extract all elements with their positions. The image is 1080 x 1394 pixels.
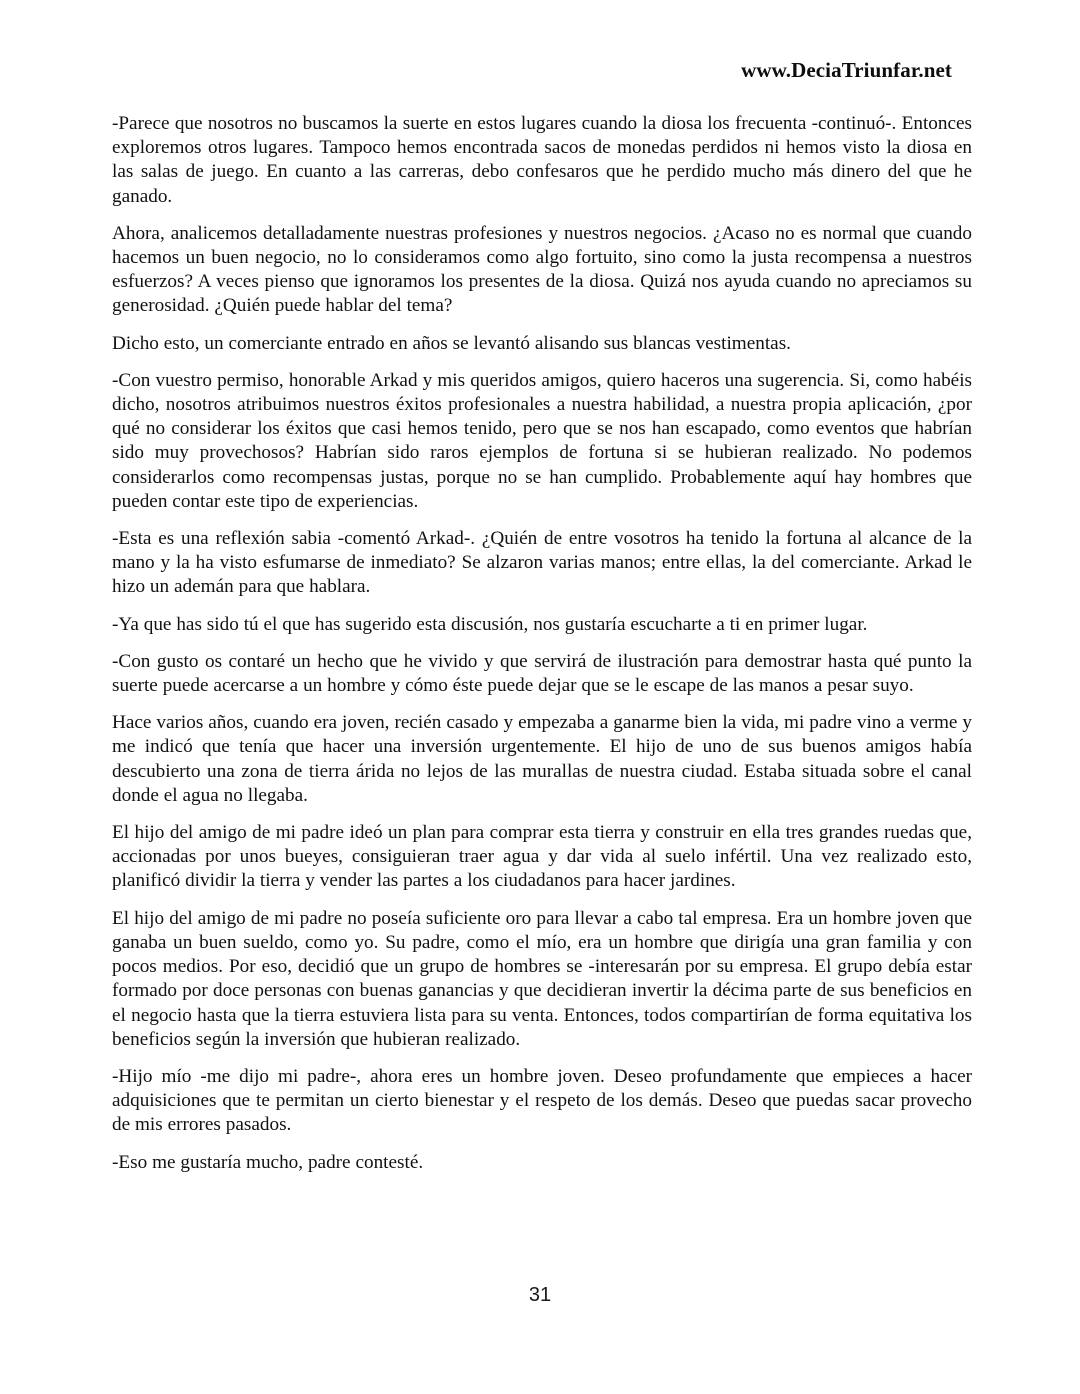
paragraph: -Ya que has sido tú el que has sugerido esta discusión, nos gustaría escucharte a ti en primer lugar. [112, 613, 868, 635]
paragraph: -Con vuestro permiso, honorable Arkad y mis queridos amigos, quiero haceros una sugerencia. Si, como habéis dicho, nosotros atribuimos nuestros éxitos profesionales a nuestra habilidad, a nuestra propia aplicación, ¿por qué no considerar los éxitos que casi hemos tenido, pero que se nos han escapado, como eventos que habrían sido muy provechosos? Habrían sido raros ejemplos de fortuna si se hubieran realizado. No podemos considerarlos como recompensas justas, porque no se han cumplido. Probablemente aquí hay hombres que pueden contar este tipo de experiencias. [112, 369, 972, 512]
paragraph: Hace varios años, cuando era joven, recién casado y empezaba a ganarme bien la vida, mi padre vino a verme y me indicó que tenía que hacer una inversión urgentemente. El hijo de uno de sus buenos amigos había descubierto una zona de tierra árida no lejos de las murallas de nuestra ciudad. Estaba situada sobre el canal donde el agua no llegaba. [112, 712, 972, 806]
body-text-column [112, 112, 972, 1175]
running-header [112, 58, 952, 83]
paragraph: Ahora, analicemos detalladamente nuestras profesiones y nuestros negocios. ¿Acaso no es normal que cuando hacemos un buen negocio, no lo consideramos como algo fortuito, sino como la justa recompensa a nuestros esfuerzos? A veces pienso que ignoramos los presentes de la diosa. Quizá nos ayuda cuando no apreciamos su generosidad. ¿Quién puede hablar del tema? [112, 222, 972, 317]
paragraph: -Con gusto os contaré un hecho que he vivido y que servirá de ilustración para demostrar hasta qué punto la suerte puede acercarse a un hombre y cómo éste puede dejar que se le escape de las manos a pesar suyo. [112, 650, 972, 697]
page-number: 31 [528, 1284, 552, 1306]
paragraph: -Hijo mío -me dijo mi padre-, ahora eres un hombre joven. Deseo profundamente que empieces a hacer adquisiciones que te permitan un cierto bienestar y el respeto de los demás. Deseo que puedas sacar provecho de mis errores pasados. [112, 1065, 972, 1136]
page-footer [0, 1284, 1080, 1307]
paragraph: -Esta es una reflexión sabia -comentó Arkad-. ¿Quién de entre vosotros ha tenido la fortuna al alcance de la mano y la ha visto esfumarse de inmediato? Se alzaron varias manos; entre ellas, la del comerciante. Arkad le hizo un ademán para que hablara. [112, 528, 972, 598]
paragraph: El hijo del amigo de mi padre no poseía suficiente oro para llevar a cabo tal empresa. Era un hombre joven que ganaba un buen sueldo, como yo. Su padre, como el mío, era un hombre que dirigía una gran familia y con pocos medios. Por eso, decidió que un grupo de hombres se -interesarán por su empresa. El grupo debía estar formado por doce personas con buenas ganancias y que decidieran invertir la décima parte de sus beneficios en el negocio hasta que la tierra estuviera lista para su venta. Entonces, todos compartirían de forma equitativa los beneficios según la inversión que hubieran realizado. [112, 907, 972, 1050]
paragraph: -Parece que nosotros no buscamos la suerte en estos lugares cuando la diosa los frecuenta -continuó-. Entonces exploremos otros lugares. Tampoco hemos encontrada sacos de monedas perdidos ni hemos visto la diosa en las salas de juego. En cuanto a las carreras, debo confesaros que he perdido mucho más dinero del que he ganado. [112, 113, 972, 207]
paragraph: Dicho esto, un comerciante entrado en años se levantó alisando sus blancas vestimentas. [112, 332, 791, 354]
header-site-url: www.DeciaTriunfar.net [741, 58, 952, 82]
paragraph: El hijo del amigo de mi padre ideó un plan para comprar esta tierra y construir en ella tres grandes ruedas que, accionadas por unos bueyes, consiguieran traer agua y dar vida al suelo infértil. Una vez realizado esto, planificó dividir la tierra y vender las partes a los ciudadanos para hacer jardines. [112, 822, 972, 892]
paragraph: -Eso me gustaría mucho, padre contesté. [112, 1151, 424, 1173]
